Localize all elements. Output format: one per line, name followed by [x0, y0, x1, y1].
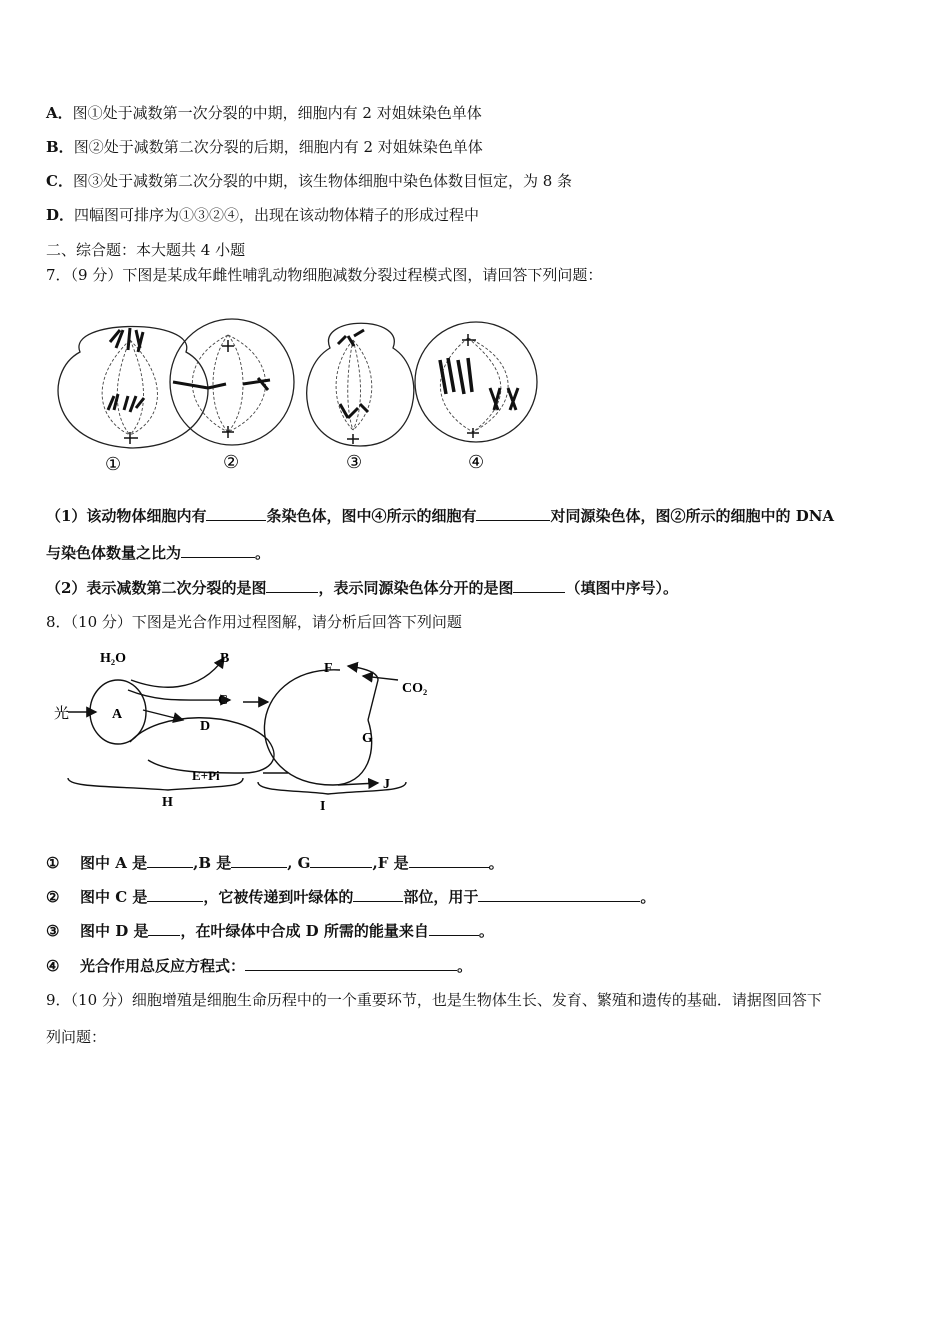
label-f: F [324, 661, 333, 676]
blank[interactable] [409, 853, 489, 868]
label-h: H [162, 795, 173, 810]
option-a: A．图①处于减数第一次分裂的中期，细胞内有 2 对姐妹染色单体 [46, 104, 482, 122]
blank[interactable] [245, 956, 457, 971]
blank[interactable] [513, 578, 565, 593]
q8-item-1: ① 图中 A 是 ,B 是 , G ,F 是 。 [46, 854, 504, 872]
label-light: 光 [54, 706, 70, 722]
meiosis-figure [48, 300, 548, 480]
option-b: B．图②处于减数第二次分裂的后期，细胞内有 2 对姐妹染色单体 [46, 138, 483, 156]
blank[interactable] [476, 506, 550, 521]
label-b: B [220, 651, 230, 666]
q7-sub1-line2: 与染色体数量之比为 。 [46, 544, 271, 562]
blank[interactable] [206, 506, 266, 521]
blank[interactable] [310, 853, 372, 868]
label-g: G [362, 731, 373, 746]
photosynthesis-diagram [48, 640, 448, 820]
fig-label-4: ④ [468, 452, 485, 472]
cell-1 [58, 327, 208, 449]
blank[interactable] [148, 921, 180, 936]
q7-sub1-line1: （1）该动物体细胞内有 条染色体，图中④所示的细胞有 对同源染色体，图②所示的细胞中的 DNA [46, 507, 835, 525]
fig-label-2: ② [223, 452, 240, 472]
calvin-cycle [264, 670, 371, 785]
blank[interactable] [147, 887, 203, 902]
blank[interactable] [266, 578, 318, 593]
fig-label-1: ① [105, 454, 122, 474]
blank[interactable] [147, 853, 193, 868]
q8-item-2: ② 图中 C 是 ，它被传递到叶绿体的 部位，用于 。 [46, 888, 656, 906]
label-i: I [320, 799, 326, 814]
q9-stem-line2: 列问题： [46, 1028, 107, 1046]
label-c: C [218, 693, 229, 708]
label-d: D [200, 719, 211, 734]
blank[interactable] [231, 853, 287, 868]
q8-item-4: ④ 光合作用总反应方程式： 。 [46, 957, 473, 975]
section-title: 二、综合题：本大题共 4 小题 [46, 241, 246, 259]
q9-stem: 9．（10 分）细胞增殖是细胞生命历程中的一个重要环节，也是生物体生长、发育、繁殖和遗传的基础．请据图回答下 [46, 991, 822, 1009]
label-j: J [383, 777, 390, 792]
blank[interactable] [181, 543, 255, 558]
fig-label-3: ③ [346, 452, 363, 472]
blank[interactable] [353, 887, 403, 902]
q8-item-3: ③ 图中 D 是 ，在叶绿体中合成 D 所需的能量来自 。 [46, 922, 494, 940]
q8-stem: 8．（10 分）下图是光合作用过程图解，请分析后回答下列问题 [46, 613, 462, 631]
blank[interactable] [478, 887, 640, 902]
q7-sub2: （2）表示减数第二次分裂的是图 ，表示同源染色体分开的是图 （填图中序号）。 [46, 579, 678, 597]
option-d: D．四幅图可排序为①③②④，出现在该动物体精子的形成过程中 [46, 206, 480, 224]
option-c: C．图③处于减数第二次分裂的中期，该生物体细胞中染色体数目恒定，为 8 条 [46, 172, 573, 190]
label-a: A [112, 707, 123, 722]
label-co2: CO₂ [402, 681, 428, 696]
q7-stem: 7．（9 分）下图是某成年雌性哺乳动物细胞减数分裂过程模式图，请回答下列问题： [46, 266, 603, 284]
label-epi: E+Pi [192, 768, 220, 783]
label-h2o: H₂O [100, 651, 126, 666]
blank[interactable] [429, 921, 479, 936]
